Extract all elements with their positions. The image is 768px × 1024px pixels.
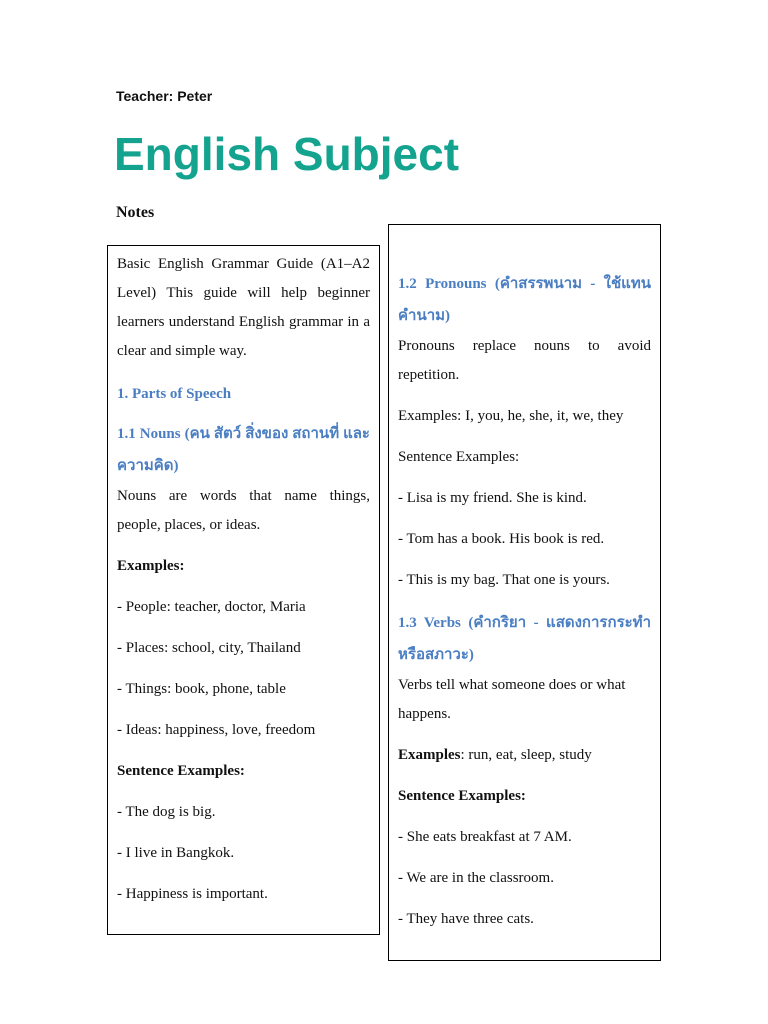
teacher-name: Teacher: Peter [116,88,213,104]
sentence-examples-label: Sentence Examples: [117,763,245,779]
nouns-heading: 1.1 Nouns (คน สัตว์ สิ่งของ สถานที่ และความคิด) [117,426,370,474]
list-item: - Tom has a book. His book is red. [398,531,605,547]
list-item: - Lisa is my friend. She is kind. [398,490,587,506]
verbs-examples-label: Examples [398,747,461,763]
box-top-spacing [398,229,651,268]
page-title: English Subject [114,128,460,180]
verbs-examples [398,741,651,770]
list-item: - Ideas: happiness, love, freedom [117,722,316,738]
list-item: - The dog is big. [117,804,216,820]
pronouns-examples: Examples: I, you, he, she, it, we, they [398,408,624,424]
list-item: - I live in Bangkok. [117,845,235,861]
list-item: - We are in the classroom. [398,870,554,886]
left-notes-box [107,245,380,935]
intro-paragraph: Basic English Grammar Guide (A1–A2 Level) This guide will help beginner learners understand English grammar in a clear and simple way. [117,256,370,359]
list-item: - Happiness is important. [117,886,268,902]
right-notes-box [388,224,661,961]
list-item: - Places: school, city, Thailand [117,640,301,656]
verbs-description: Verbs tell what someone does or what happens. [398,677,626,722]
notes-label: Notes [116,204,155,221]
list-item: - She eats breakfast at 7 AM. [398,829,572,845]
nouns-description: Nouns are words that name things, people, places, or ideas. [117,488,370,533]
verbs-examples-list: : run, eat, sleep, study [460,747,592,763]
list-item: - They have three cats. [398,911,534,927]
list-item: - This is my bag. That one is yours. [398,572,610,588]
verb-sentence-examples-label: Sentence Examples: [398,788,526,804]
verbs-heading: 1.3 Verbs (คำกริยา - แสดงการกระทำหรือสภาวะ) [398,615,651,663]
parts-of-speech-heading: 1. Parts of Speech [117,386,232,402]
pronouns-description: Pronouns replace nouns to avoid repetition. [398,338,651,383]
sentence-examples-label: Sentence Examples: [398,449,520,465]
examples-label: Examples: [117,558,185,574]
list-item: - Things: book, phone, table [117,681,286,697]
pronouns-heading: 1.2 Pronouns (คำสรรพนาม - ใช้แทนคำนาม) [398,276,651,324]
list-item: - People: teacher, doctor, Maria [117,599,306,615]
